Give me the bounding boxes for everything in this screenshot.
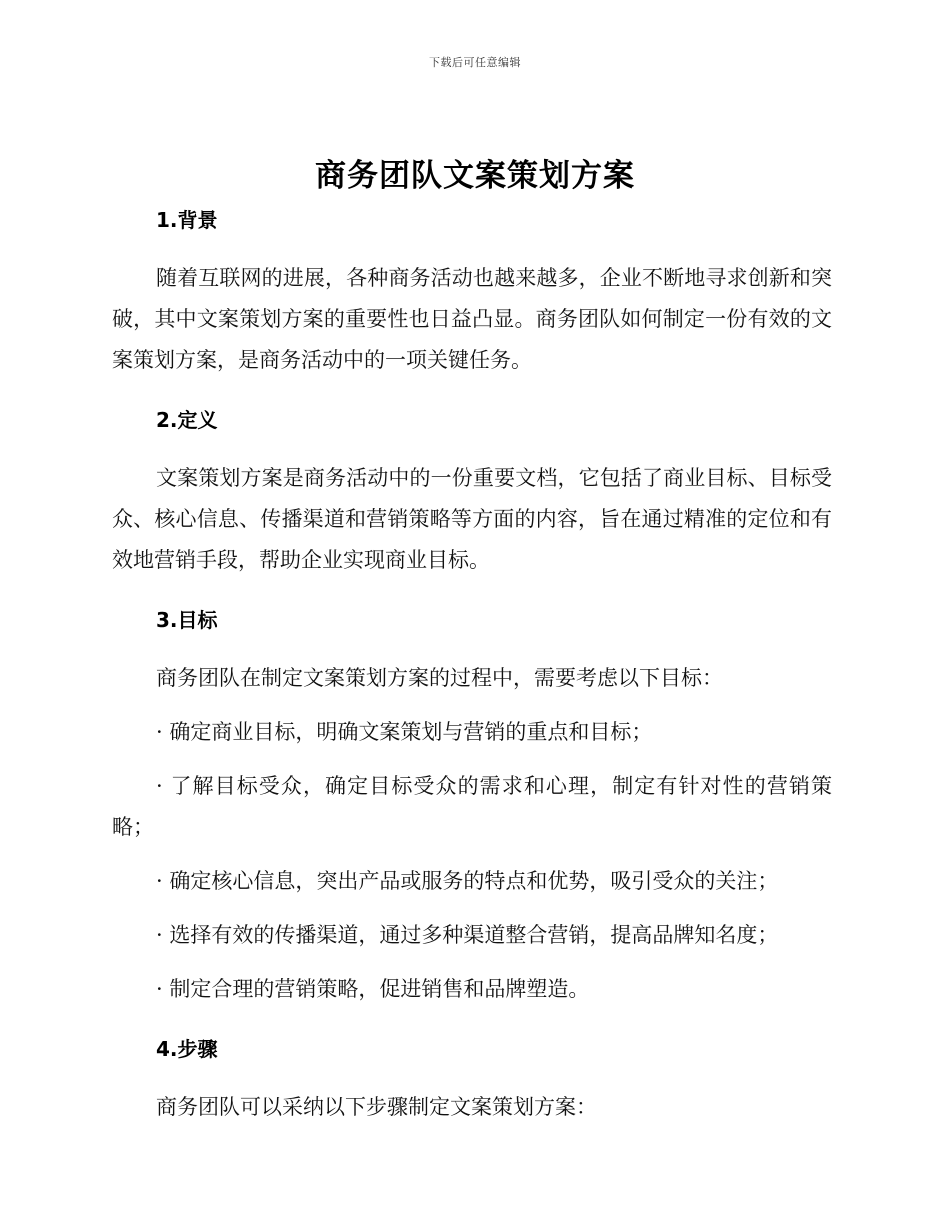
paragraph-background: 随着互联网的进展，各种商务活动也越来越多，企业不断地寻求创新和突破，其中文案策划方案的重要性也日益凸显。商务团队如何制定一份有效的文案策划方案，是商务活动中的一项关键任务。 xyxy=(112,266,832,372)
list-item: · 确定商业目标，明确文案策划与营销的重点和目标； xyxy=(156,720,653,744)
section-heading-goals: 3.目标 xyxy=(156,608,218,632)
paragraph-definition: 文案策划方案是商务活动中的一份重要文档，它包括了商业目标、目标受众、核心信息、传播渠道和营销策略等方面的内容，旨在通过精准的定位和有效地营销手段，帮助企业实现商业目标。 xyxy=(112,466,832,572)
paragraph-steps-intro: 商务团队可以采纳以下步骤制定文案策划方案： xyxy=(156,1095,597,1119)
list-item: · 了解目标受众，确定目标受众的需求和心理，制定有针对性的营销策略； xyxy=(112,774,832,839)
header-note: 下载后可任意编辑 xyxy=(429,56,521,69)
list-item: · 制定合理的营销策略，促进销售和品牌塑造。 xyxy=(156,977,590,1001)
paragraph-goals-intro: 商务团队在制定文案策划方案的过程中，需要考虑以下目标： xyxy=(156,666,723,690)
list-item: · 选择有效的传播渠道，通过多种渠道整合营销，提高品牌知名度； xyxy=(156,923,779,947)
document-body xyxy=(112,204,832,1128)
section-heading-background: 1.背景 xyxy=(156,208,218,232)
section-heading-steps: 4.步骤 xyxy=(156,1037,218,1061)
document-title: 商务团队文案策划方案 xyxy=(315,158,635,194)
section-heading-definition: 2.定义 xyxy=(156,408,218,432)
list-item: · 确定核心信息，突出产品或服务的特点和优势，吸引受众的关注； xyxy=(156,869,779,893)
